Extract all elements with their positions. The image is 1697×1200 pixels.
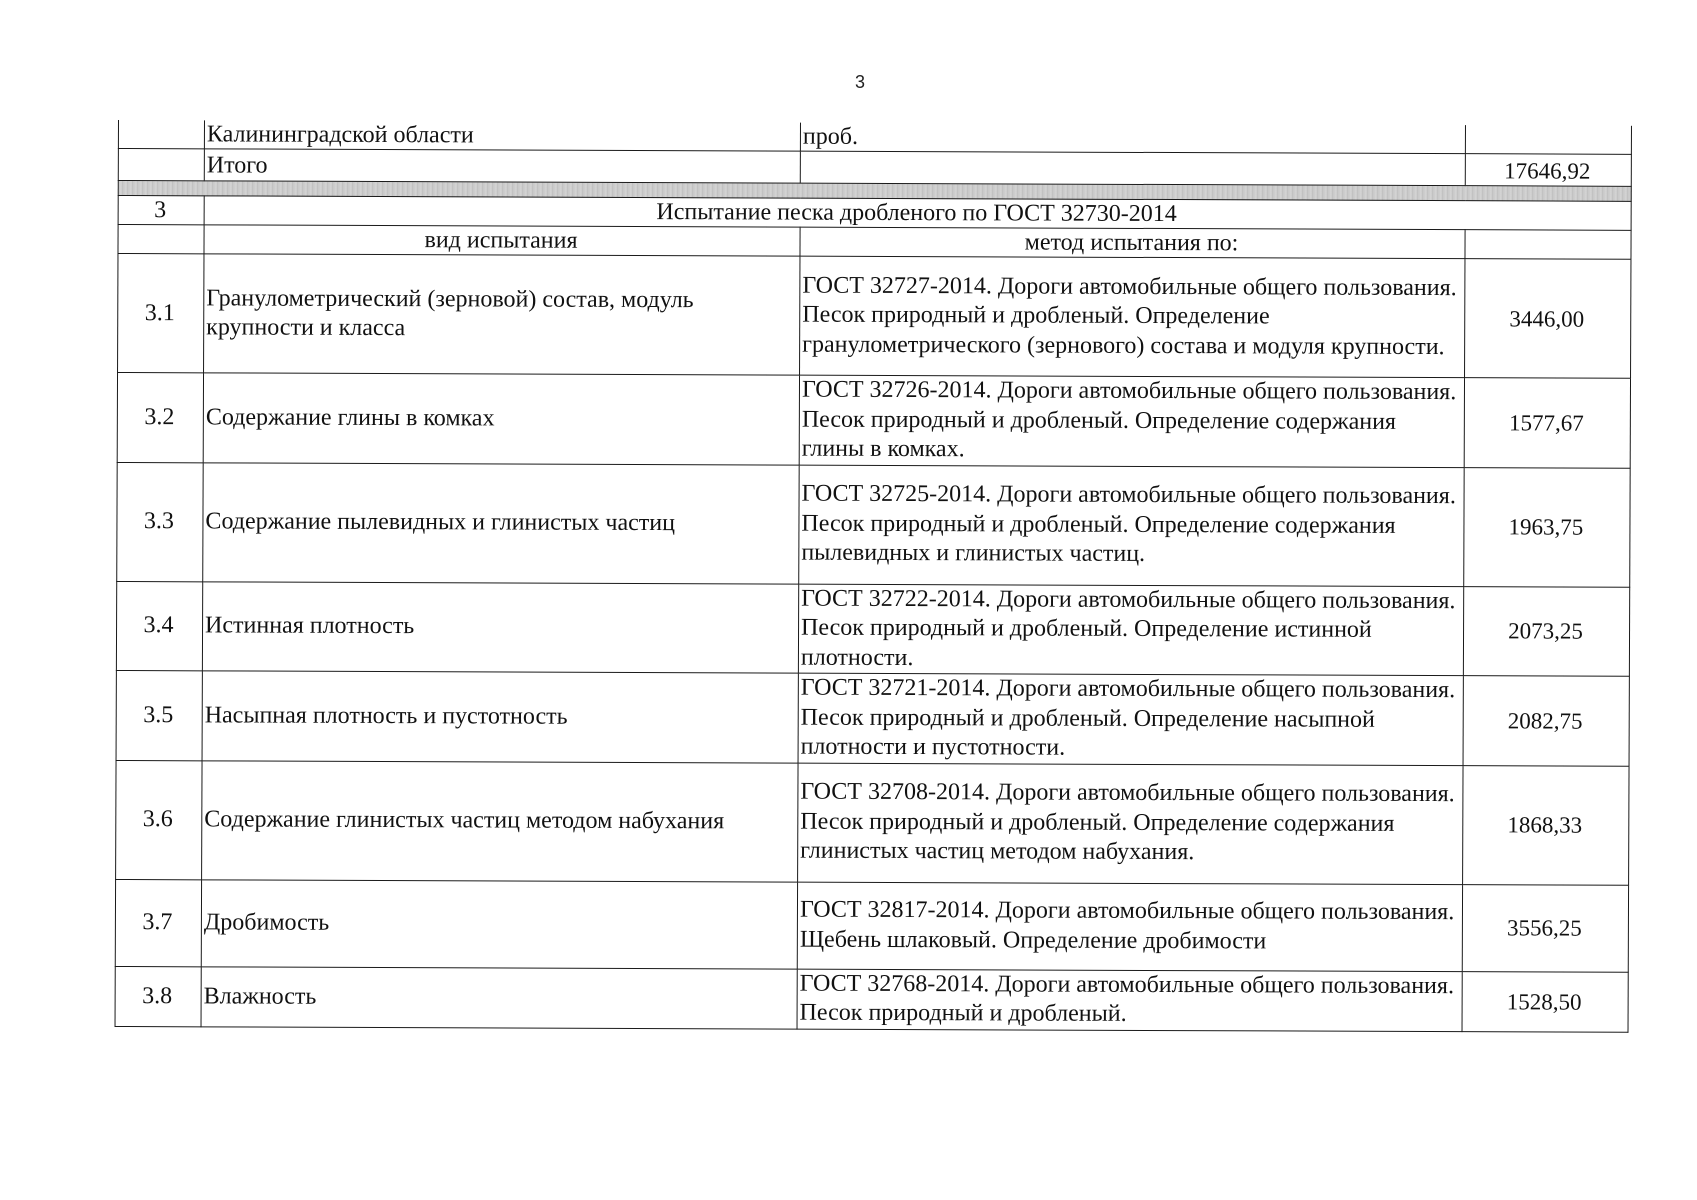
header-num-cell <box>118 225 204 254</box>
continuation-method-cell: проб. <box>800 123 1465 154</box>
row-number: 3.1 <box>118 254 204 373</box>
test-price: 2073,25 <box>1463 586 1629 676</box>
test-type: Гранулометрический (зерновой) состав, модуль крупности и класса <box>204 254 800 375</box>
table-row <box>116 581 1629 676</box>
page-number: 3 <box>854 72 865 92</box>
table-row <box>117 462 1630 587</box>
table-row <box>115 966 1628 1032</box>
method-header: метод испытания по: <box>800 227 1465 259</box>
row-number: 3.7 <box>115 879 201 966</box>
table-row <box>118 254 1631 379</box>
test-price: 3446,00 <box>1465 259 1631 379</box>
test-method: ГОСТ 32708-2014. Дороги автомобильные общего пользования. Песок природный и дробленый. Определение содержания глинистых частиц методом набухания. <box>798 763 1463 885</box>
row-number: 3.4 <box>116 581 202 671</box>
continuation-price-cell <box>1465 125 1631 154</box>
table-row <box>115 879 1628 972</box>
test-price: 1963,75 <box>1464 467 1630 587</box>
test-method: ГОСТ 32727-2014. Дороги автомобильные общего пользования. Песок природный и дробленый. Определение гранулометрического (зернового) состава и модуля крупности. <box>800 256 1465 378</box>
test-rows <box>115 254 1631 1032</box>
row-number: 3.8 <box>115 966 201 1026</box>
row-number: 3.6 <box>116 760 202 879</box>
test-type: Влажность <box>201 966 797 1028</box>
test-type: Содержание глины в комках <box>203 373 799 465</box>
test-price: 1528,50 <box>1462 971 1628 1032</box>
test-type: Дробимость <box>201 879 797 968</box>
continuation-type-cell: Калининградской области <box>204 120 800 151</box>
type-header: вид испытания <box>204 225 800 256</box>
test-method: ГОСТ 32817-2014. Дороги автомобильные общего пользования. Щебень шлаковый. Определение дробимости <box>797 882 1462 972</box>
test-price: 3556,25 <box>1462 884 1628 972</box>
test-price: 1577,67 <box>1464 378 1630 468</box>
total-label: Итого <box>204 149 800 183</box>
row-number: 3.2 <box>117 373 203 463</box>
test-type: Насыпная плотность и пустотность <box>202 671 798 763</box>
test-method: ГОСТ 32726-2014. Дороги автомобильные общего пользования. Песок природный и дробленый. Определение содержания глины в комках. <box>799 375 1464 467</box>
test-method: ГОСТ 32768-2014. Дороги автомобильные общего пользования. Песок природный и дробленый. <box>797 969 1462 1032</box>
total-num-cell <box>118 149 204 181</box>
test-method: ГОСТ 32725-2014. Дороги автомобильные общего пользования. Песок природный и дробленый. Определение содержания пылевидных и глинистых частиц. <box>799 465 1464 587</box>
continuation-num-cell <box>118 120 204 149</box>
table-row <box>117 373 1630 468</box>
test-type: Содержание глинистых частиц методом набухания <box>202 760 798 881</box>
test-method: ГОСТ 32721-2014. Дороги автомобильные общего пользования. Песок природный и дробленый. Определение насыпной плотности и пустотности. <box>798 673 1463 765</box>
price-table-container <box>115 120 1631 1032</box>
row-number: 3.5 <box>116 670 202 760</box>
table-row <box>116 670 1629 765</box>
test-price: 2082,75 <box>1463 676 1629 766</box>
total-value: 17646,92 <box>1465 154 1631 187</box>
section-title: Испытание песка дробленого по ГОСТ 32730-2014 <box>204 196 1631 230</box>
price-table <box>115 120 1632 1032</box>
test-method: ГОСТ 32722-2014. Дороги автомобильные общего пользования. Песок природный и дробленый. Определение истинной плотности. <box>798 584 1463 676</box>
test-type: Содержание пылевидных и глинистых частиц <box>203 462 799 583</box>
test-price: 1868,33 <box>1463 765 1629 885</box>
total-method-cell <box>800 151 1465 186</box>
test-type: Истинная плотность <box>202 581 798 673</box>
section-number: 3 <box>118 196 204 225</box>
row-number: 3.3 <box>117 462 203 581</box>
table-row <box>116 760 1629 885</box>
header-price-cell <box>1465 230 1631 260</box>
